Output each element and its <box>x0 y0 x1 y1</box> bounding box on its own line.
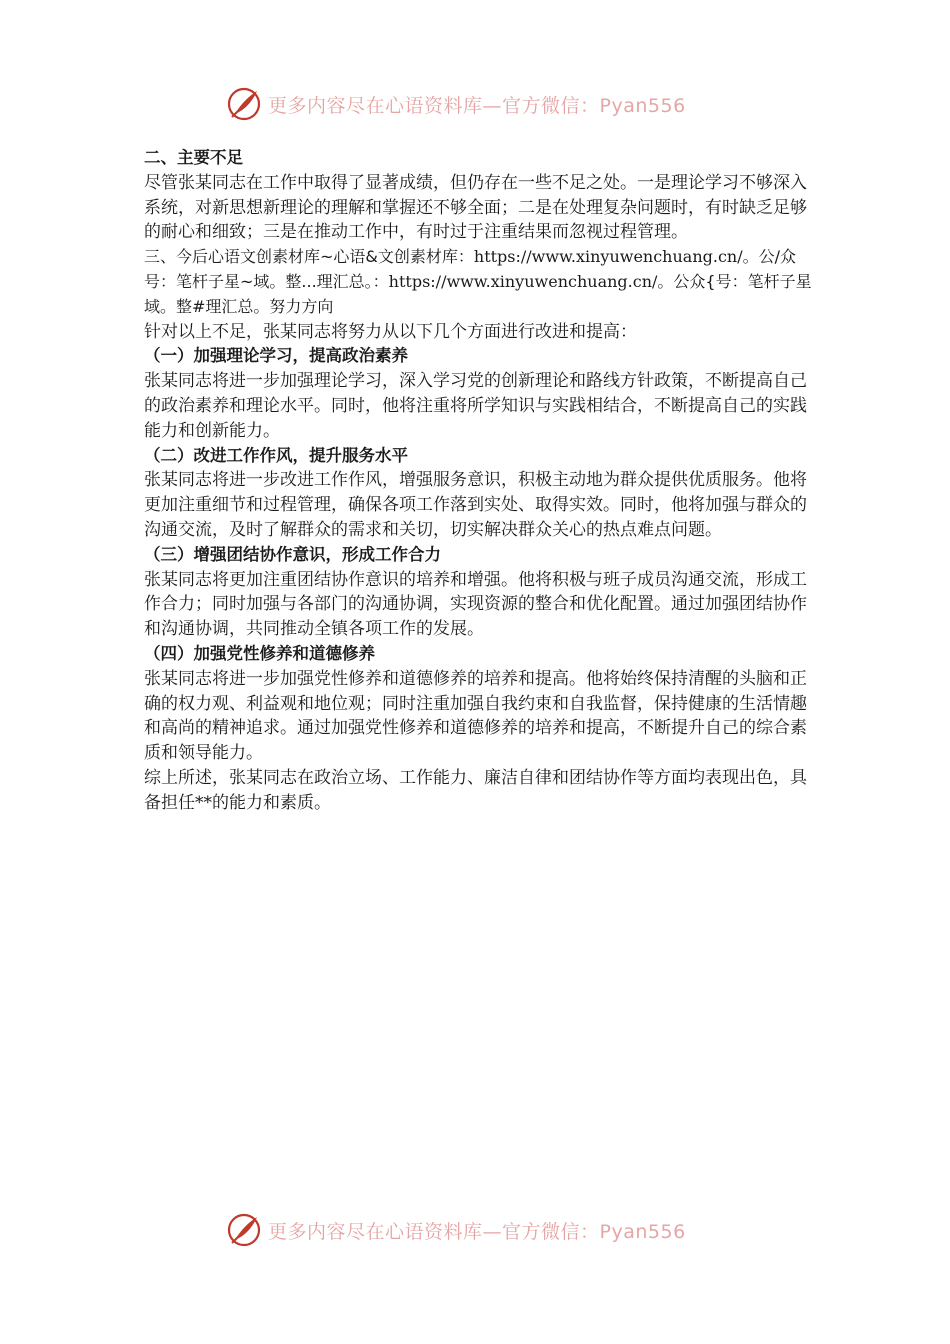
quill-logo-icon <box>226 1212 262 1248</box>
item-4-heading: （四）加强党性修养和道德修养 <box>144 643 375 663</box>
section-2-body: 尽管张某同志在工作中取得了显著成绩，但仍存在一些不足之处。一是理论学习不够深入系统，对新思想新理论的理解和掌握还不够全面；二是在处理复杂问题时，有时缺乏足够的耐心和细致；三是在推动工作中，有时过于注重结果而忽视过程管理。 <box>144 172 807 243</box>
source-url-1: https://www.xinyuwenchuang.cn/ <box>473 247 743 267</box>
item-3-heading: （三）增强团结协作意识，形成工作合力 <box>144 544 441 564</box>
banner-wechat-id: Pyan556 <box>599 94 686 117</box>
item-2-heading: （二）改进工作作风，提升服务水平 <box>144 445 408 465</box>
header-banner <box>226 84 746 124</box>
item-3-body: 张某同志将更加注重团结协作意识的培养和增强。他将积极与班子成员沟通交流，形成工作合力；同时加强与各部门的沟通协调，实现资源的整合和优化配置。通过加强团结协作和沟通协调，共同推动全镇各项工作的发展。 <box>144 569 807 640</box>
banner-text: 更多内容尽在心语资料库—官方微信：Pyan556 <box>268 1220 686 1243</box>
document-body <box>144 146 814 816</box>
source-url-2: https://www.xinyuwenchuang.cn/ <box>388 271 658 291</box>
banner-text: 更多内容尽在心语资料库—官方微信：Pyan556 <box>268 94 686 117</box>
footer-banner <box>226 1210 746 1250</box>
conclusion: 综上所述，张某同志在政治立场、工作能力、廉洁自律和团结协作等方面均表现出色，具备担任**的能力和素质。 <box>144 767 807 813</box>
item-4-body: 张某同志将进一步加强党性修养和道德修养的培养和提高。他将始终保持清醒的头脑和正确的权力观、利益观和地位观；同时注重加强自我约束和自我监督，保持健康的生活情趣和高尚的精神追求。通过加强党性修养和道德修养的培养和提高，不断提升自己的综合素质和领导能力。 <box>144 668 807 764</box>
section-3-intro: 针对以上不足，张某同志将努力从以下几个方面进行改进和提高： <box>144 321 637 342</box>
quill-logo-icon <box>226 86 262 122</box>
item-1-heading: （一）加强理论学习，提高政治素养 <box>144 346 408 366</box>
item-2-body: 张某同志将进一步改进工作作风，增强服务意识，积极主动地为群众提供优质服务。他将更加注重细节和过程管理，确保各项工作落到实处、取得实效。同时，他将加强与群众的沟通交流，及时了解群众的需求和关切，切实解决群众关心的热点难点问题。 <box>144 470 807 540</box>
section-3-heading: 三、今后心语文创素材库~心语&文创素材库：https://www.xinyuwenchuang.cn/。公/众号：笔杆子星~域。整...理汇总。：https://www.xinyuwenchuang.cn/。公众{号：笔杆子星域。整#理汇总。努力方向 <box>144 247 812 316</box>
item-1-body: 张某同志将进一步加强理论学习，深入学习党的创新理论和路线方针政策，不断提高自己的政治素养和理论水平。同时，他将注重将所学知识与实践相结合，不断提高自己的实践能力和创新能力。 <box>144 371 807 441</box>
banner-wechat-id: Pyan556 <box>599 1220 686 1243</box>
section-2-heading: 二、主要不足 <box>144 148 243 167</box>
